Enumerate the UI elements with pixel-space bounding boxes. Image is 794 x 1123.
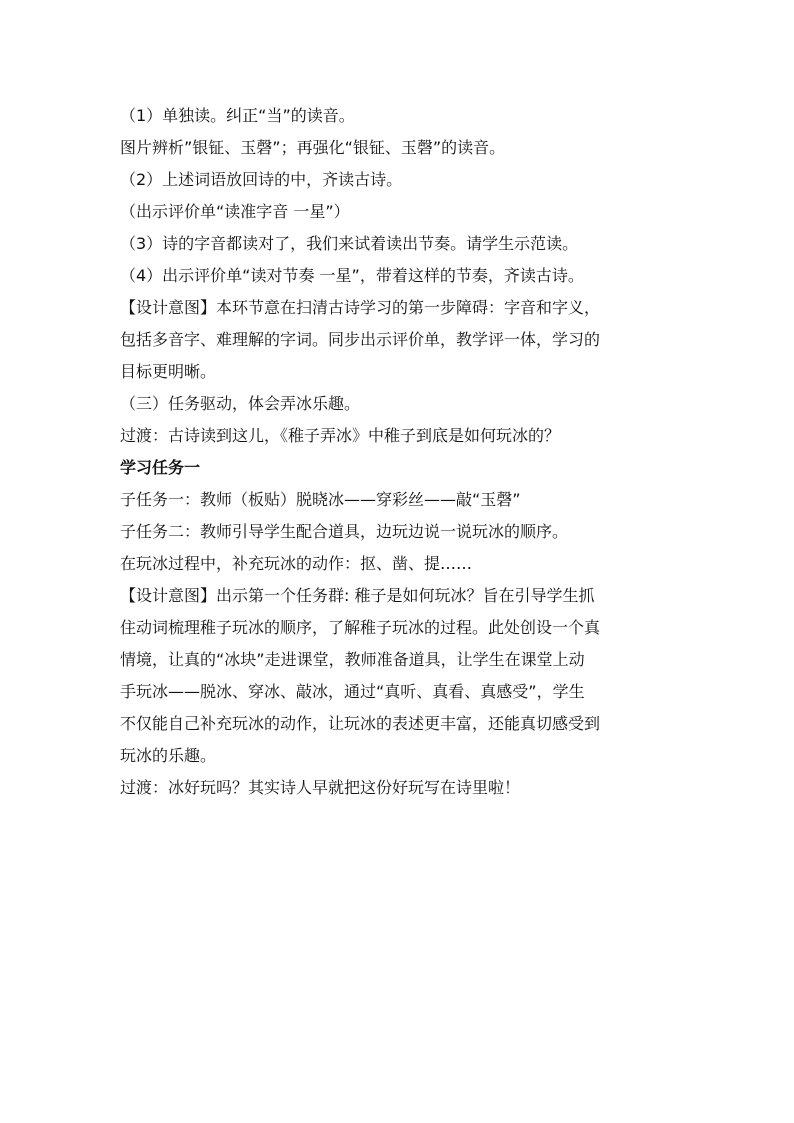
design-intent-line: 【设计意图】出示第一个任务群: 稚子是如何玩冰？旨在引导学生抓 (120, 586, 595, 605)
text-line: 手玩冰——脱冰、穿冰、敲冰，通过“真听、真看、真感受”，学生 (120, 682, 585, 701)
text-line: （4）出示评价单“读对节奏 一星”，带着这样的节奏，齐读古诗。 (120, 266, 584, 285)
design-intent-line: 【设计意图】本环节意在扫清古诗学习的第一步障碍：字音和字义， (120, 298, 601, 317)
subtask-line: 子任务二：教师引导学生配合道具，边玩边说一说玩冰的顺序。 (120, 522, 569, 541)
document-page (120, 100, 680, 804)
text-line: 图片辨析”银钲、玉磬”；再强化“银钲、玉磬”的读音。 (120, 138, 506, 157)
task-heading: 学习任务一 (120, 458, 201, 477)
text-line: （3）诗的字音都读对了，我们来试着读出节奏。请学生示范读。 (120, 234, 579, 253)
text-line: （出示评价单“读准字音 一星”） (120, 202, 350, 221)
text-line: 住动词梳理稚子玩冰的顺序，了解稚子玩冰的过程。此处创设一个真 (120, 618, 601, 637)
transition-line: 过渡：冰好玩吗？其实诗人早就把这份好玩写在诗里啦！ (120, 778, 521, 797)
text-line: 包括多音字、难理解的字词。同步出示评价单，教学评一体，学习的 (120, 330, 601, 349)
text-line: （1）单独读。纠正“当”的读音。 (120, 106, 355, 125)
text-line: （2）上述词语放回诗的中，齐读古诗。 (120, 170, 403, 189)
text-line: 不仅能自己补充玩冰的动作，让玩冰的表述更丰富，还能真切感受到 (120, 714, 601, 733)
text-line: 情境，让真的“冰块”走进课堂，教师准备道具，让学生在课堂上动 (120, 650, 585, 669)
text-line: 在玩冰过程中，补充玩冰的动作：抠、凿、提…… (120, 554, 473, 573)
transition-line: 过渡：古诗读到这儿，《稚子弄冰》中稚子到底是如何玩冰的？ (120, 426, 561, 445)
text-line: 目标更明晰。 (120, 362, 217, 381)
subtask-line: 子任务一：教师（板贴）脱晓冰——穿彩丝——敲“玉磬” (120, 490, 521, 509)
text-line: 玩冰的乐趣。 (120, 746, 217, 765)
section-title: （三）任务驱动，体会弄冰乐趣。 (120, 394, 361, 413)
